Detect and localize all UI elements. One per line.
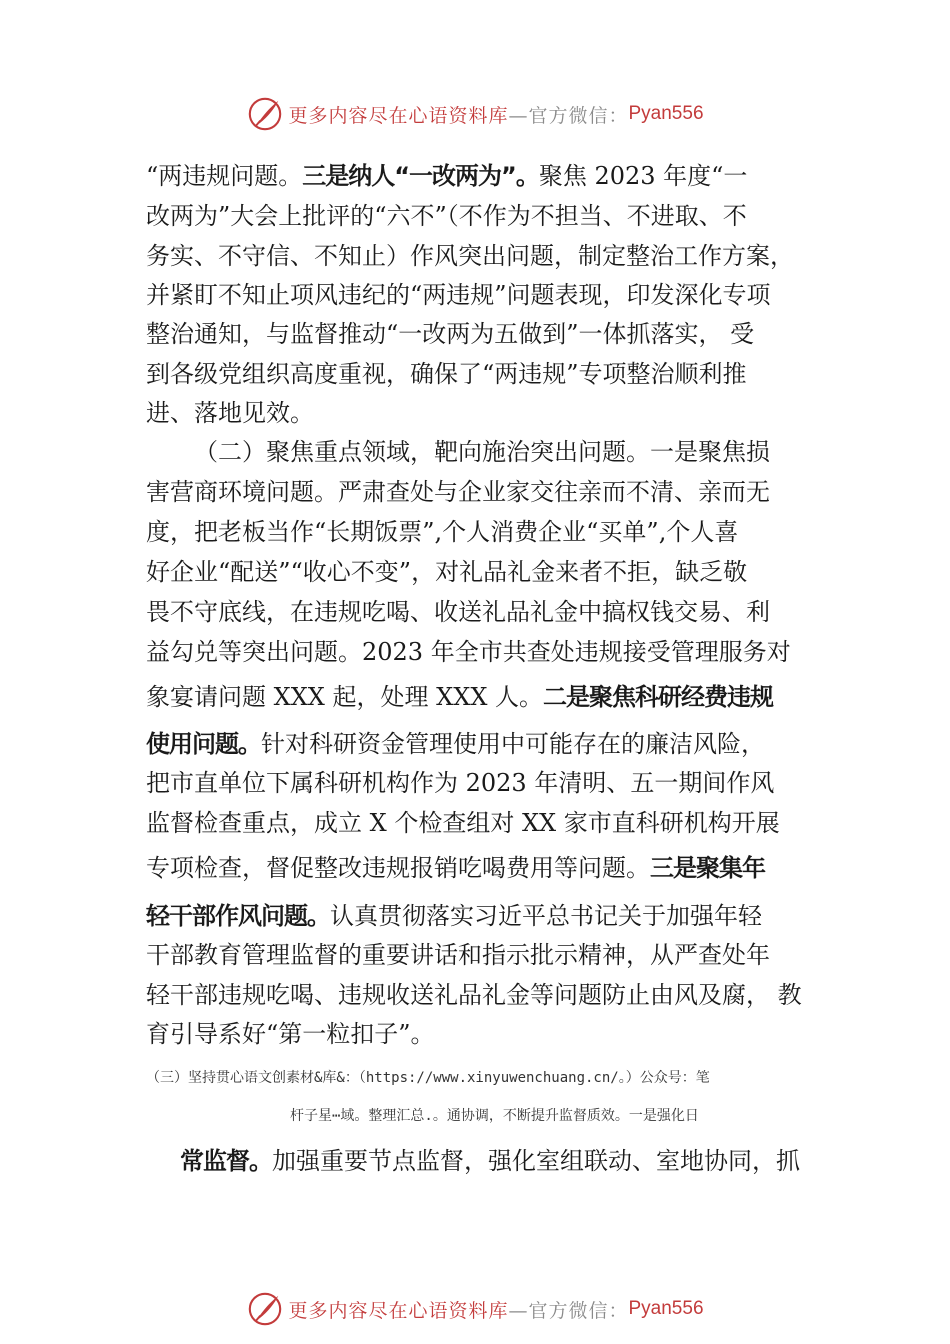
p1-line-6: 到各级党组织高度重视，确保了“两违规”专项整治顺利推 xyxy=(146,360,747,388)
p3-small-line-2: 杆子星⋯域。整理汇总.。通协调，不断提升监督质效。一是强化日 xyxy=(290,1108,699,1124)
p1-line-3: 务实、不守信、不知止）作风突出问题，制定整治工作方案， xyxy=(146,242,794,270)
p2-line-2: 害营商环境问题。严肃查处与企业家交往亲而不清、亲而无 xyxy=(146,478,770,506)
p2-line-8: 使用问题。针对科研资金管理使用中可能存在的廉洁风险， xyxy=(146,730,765,758)
p2-line-13: 干部教育管理监督的重要讲话和指示批示精神，从严查处年 xyxy=(146,941,770,969)
p1-line-1: “两违规问题。三是纳人“一改两为”。聚焦 2023 年度“一 xyxy=(146,162,748,190)
watermark-wechat-id: Pyan556 xyxy=(628,103,704,124)
p1-line-5: 整治通知，与监督推动“一改两为五做到”一体抓落实， 受 xyxy=(146,320,755,348)
watermark-header xyxy=(0,92,950,136)
p1-bold-heading: 三是纳人“一改两为”。 xyxy=(302,162,539,190)
p2-bold-heading-2: 二是聚焦科研经费违规 xyxy=(543,683,774,711)
watermark-footer xyxy=(0,1287,950,1331)
watermark-wechat-id: Pyan556 xyxy=(628,1298,704,1319)
quill-logo-icon xyxy=(246,1290,284,1328)
watermark-separator: —官方微信： xyxy=(508,104,629,127)
p2-bold-heading-2-end: 使用问题。 xyxy=(146,730,261,758)
p3-bold-heading: 常监督。 xyxy=(180,1147,272,1175)
watermark-separator: —官方微信： xyxy=(508,1299,629,1322)
p2-line-3: 度，把老板当作“长期饭票”,个人消费企业“买单”,个人喜 xyxy=(146,518,739,546)
watermark-text: 更多内容尽在心语资料库 xyxy=(288,1299,509,1322)
p2-line-14: 轻干部违规吃喝、违规收送礼品礼金等问题防止由风及腐， 教 xyxy=(146,981,802,1009)
p2-line-9: 把市直单位下属科研机构作为 2023 年清明、五一期间作风 xyxy=(146,769,775,797)
p3-line-1: 常监督。加强重要节点监督，强化室组联动、室地协同，抓 xyxy=(180,1147,800,1175)
p2-line-5: 畏不守底线，在违规吃喝、收送礼品礼金中搞权钱交易、利 xyxy=(146,598,770,626)
watermark-text: 更多内容尽在心语资料库 xyxy=(288,104,509,127)
p1-line-4: 并紧盯不知止项风违纪的“两违规”问题表现，印发深化专项 xyxy=(146,281,771,309)
p2-line-7: 象宴请问题 XXX 起，处理 XXX 人。二是聚焦科研经费违规 xyxy=(146,683,774,711)
p2-line-11: 专项检查，督促整改违规报销吃喝费用等问题。三是聚集年 xyxy=(146,854,765,882)
p2-line-6: 益勾兑等突出问题。2023 年全市共查处违规接受管理服务对 xyxy=(146,638,791,666)
p2-line-4: 好企业“配送”“收心不变”，对礼品礼金来者不拒，缺乏敬 xyxy=(146,558,748,586)
p1-line-2: 改两为”大会上批评的“六不”（不作为不担当、不进取、不 xyxy=(146,202,747,230)
p2-line-12: 轻干部作风问题。认真贯彻落实习近平总书记关于加强年轻 xyxy=(146,902,762,930)
p2-bold-heading-3: 三是聚集年 xyxy=(650,854,765,882)
p1-line-7: 进、落地见效。 xyxy=(146,399,314,427)
quill-logo-icon xyxy=(246,95,284,133)
p3-small-line-1: （三）坚持贯心语文创素材&库&：（https://www.xinyuwenchuang.cn/。）公众号：笔 xyxy=(146,1070,710,1086)
p2-bold-heading-3-end: 轻干部作风问题。 xyxy=(146,902,330,930)
p2-line-1: （二）聚焦重点领域，靶向施治突出问题。一是聚焦损 xyxy=(194,438,770,466)
p2-line-10: 监督检查重点，成立 X 个检查组对 XX 家市直科研机构开展 xyxy=(146,809,780,837)
p2-line-15: 育引导系好“第一粒扣子”。 xyxy=(146,1020,435,1048)
